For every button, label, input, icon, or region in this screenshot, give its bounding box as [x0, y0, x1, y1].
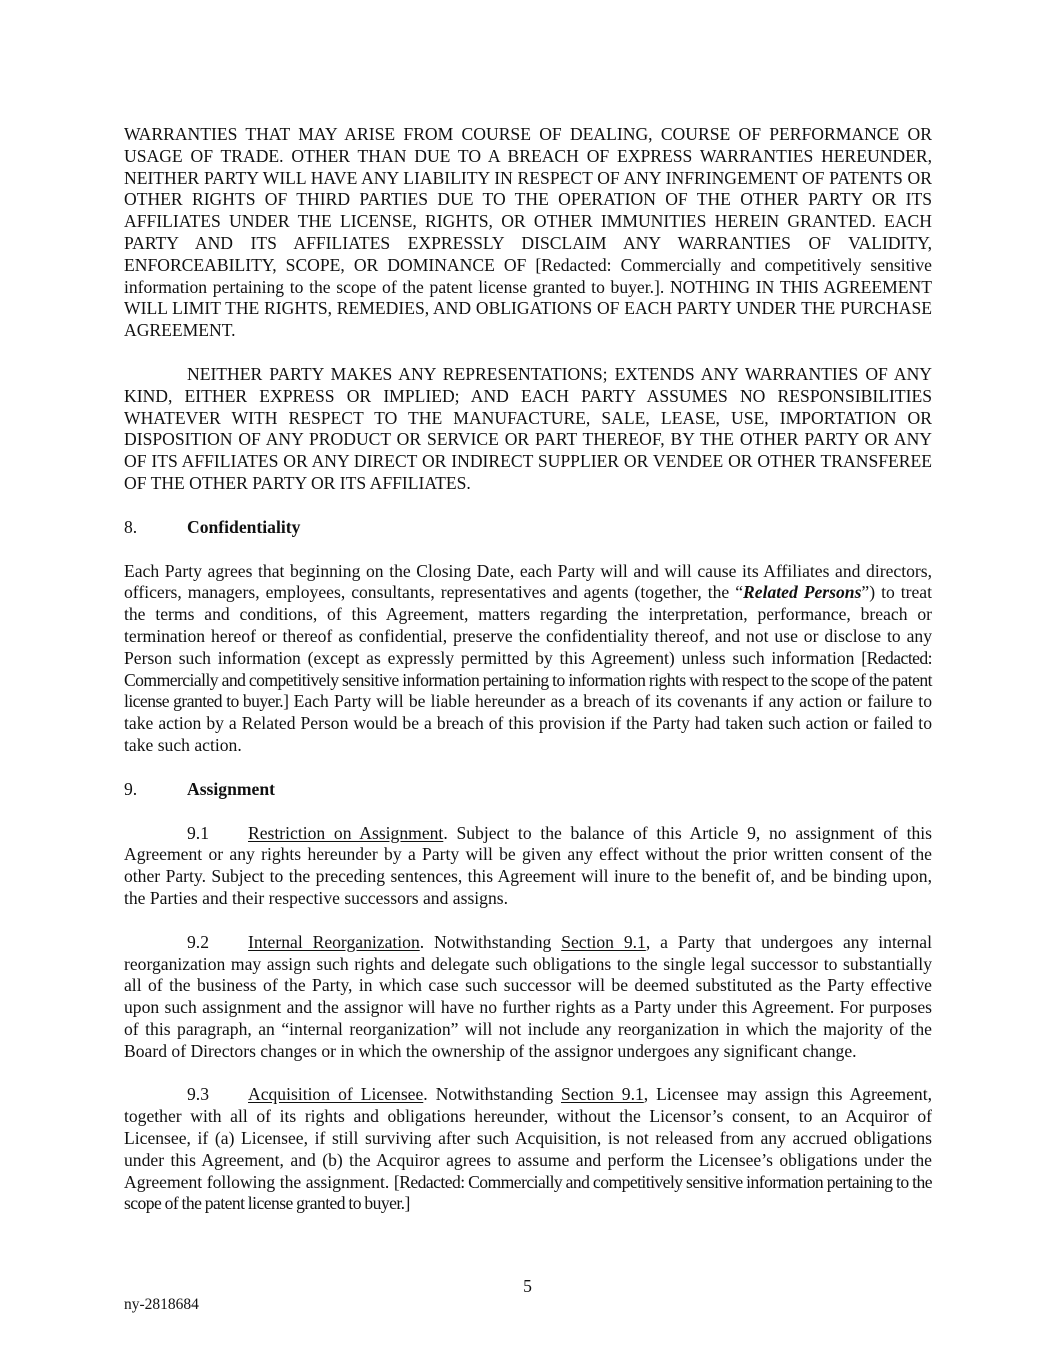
text-run: . Notwithstanding [419, 931, 562, 952]
subsection-title: Internal Reorganization [248, 931, 420, 952]
text-run: Each Party will be liable hereunder as a breach of its covenants if any action or failure to take action by a Related Person would be a breach of this provision if the Party had taken such action or failed to take such action. [124, 691, 932, 755]
cross-reference: Section 9.1 [561, 931, 646, 952]
text-run: . Notwithstanding [423, 1084, 561, 1105]
defined-term: Related Persons [743, 582, 862, 603]
no-representations-paragraph: NEITHER PARTY MAKES ANY REPRESENTATIONS; EXTENDS ANY WARRANTIES OF ANY KIND, EITHER EXPRESS OR IMPLIED; AND EACH PARTY ASSUMES NO RESPONSIBILITIES WHATEVER WITH RESPECT TO THE MANUFACTURE, SALE, LEASE, USE, IMPORTATION OR DISPOSITION OF ANY PRODUCT OR SERVICE OR PART THEREOF, BY THE OTHER PARTY OR ANY OF ITS AFFILIATES OR ANY DIRECT OR INDIRECT SUPPLIER OR VENDEE OR OTHER TRANSFEREE OF THE OTHER PARTY OR ITS AFFILIATES. [124, 363, 932, 493]
subsection-number: 9.3 [187, 1084, 209, 1105]
text-run: . Subject to the balance of this Article 9, no assignment of this Agreement or any rights hereunder by a Party will be given any effect without the prior written consent of the other Party. Subject to the preceding sentences, this Agreement will inure to the benefit of, and be binding upon, the Parties and their respective successors and assigns. [124, 822, 932, 908]
subsection-title: Restriction on Assignment [248, 822, 444, 843]
section-title: Assignment [187, 778, 275, 799]
warranty-disclaimer-paragraph: WARRANTIES THAT MAY ARISE FROM COURSE OF DEALING, COURSE OF PERFORMANCE OR USAGE OF TRADE. OTHER THAN DUE TO A BREACH OF EXPRESS WARRANTIES HEREUNDER, NEITHER PARTY WILL HAVE ANY LIABILITY IN RESPECT OF ANY INFRINGEMENT OF PATENTS OR OTHER RIGHTS OF THIRD PARTIES DUE TO THE OPERATION OF THE OTHER PARTY OR ITS AFFILIATES UNDER THE LICENSE, RIGHTS, OR OTHER IMMUNITIES HEREIN GRANTED. EACH PARTY AND ITS AFFILIATES EXPRESSLY DISCLAIM ANY WARRANTIES OF VALIDITY, ENFORCEABILITY, SCOPE, OR DOMINANCE OF [Redacted: Commercially and competitively sensitive information pertaining to the scope of the patent license granted to buyer.]. NOTHING IN THIS AGREEMENT WILL LIMIT THE RIGHTS, REMEDIES, AND OBLIGATIONS OF EACH PARTY UNDER THE PURCHASE AGREEMENT. [124, 124, 932, 341]
redacted-text: [Redacted: Commercially and competitively sensitive information pertaining to information rights with respect to the scope of the patent license granted to buyer.] [124, 647, 932, 712]
redacted-text: [Redacted: Commercially and competitively sensitive information pertaining to the scope of the patent license granted to buyer.] [124, 1171, 932, 1214]
section-9-heading [124, 779, 932, 801]
text-run: , a Party that undergoes any internal reorganization may assign such rights and delegate such obligations to the single legal successor to substantially all of the business of the Party, in which case such successor will be deemed substituted as the Party effective upon such assignment and the assignor will have no further rights as a Party under this Agreement. For purposes of this paragraph, an “internal reorganization” will not include any reorganization in which the majority of the Board of Directors changes or in which the ownership of the assignor undergoes any significant change. [124, 931, 933, 1061]
subsection-9-1 [124, 823, 932, 910]
text-run: Each Party agrees that beginning on the Closing Date, each Party will and will cause its Affiliates and directors, officers, managers, employees, consultants, representatives and agents (together, the “ [124, 560, 932, 603]
section-number: 8. [124, 516, 138, 537]
confidentiality-paragraph [124, 561, 932, 757]
subsection-number: 9.1 [187, 822, 209, 843]
text-run: , Licensee may assign this Agreement, together with all of its rights and obligations hereunder, without the Licensor’s consent, to an Acquiror of Licensee, if (a) Licensee, if still surviving after such Acquisition, is not released from any accrued obligations under this Agreement, and (b) the Acquiror agrees to assume and perform the Licensee’s obligations under the Agreement following the assignment. [124, 1084, 933, 1192]
document-page [124, 124, 932, 1215]
document-id: ny-2818684 [124, 1296, 199, 1313]
section-8-heading [124, 517, 932, 539]
cross-reference: Section 9.1 [561, 1084, 644, 1105]
section-number: 9. [124, 778, 138, 799]
text-run: ”) to treat the terms and conditions, of this Agreement, matters regarding the interpretation, performance, breach or termination hereof or thereof as confidential, preserve the confidentiality thereof, and not use or disclose to any Person such information (except as expressly permitted by this Agreement) unless such information [124, 582, 932, 668]
subsection-9-2 [124, 932, 932, 1063]
subsection-title: Acquisition of Licensee [248, 1084, 424, 1105]
section-title: Confidentiality [187, 516, 301, 537]
subsection-9-3 [124, 1084, 932, 1215]
subsection-number: 9.2 [187, 931, 209, 952]
page-number: 5 [523, 1276, 532, 1296]
